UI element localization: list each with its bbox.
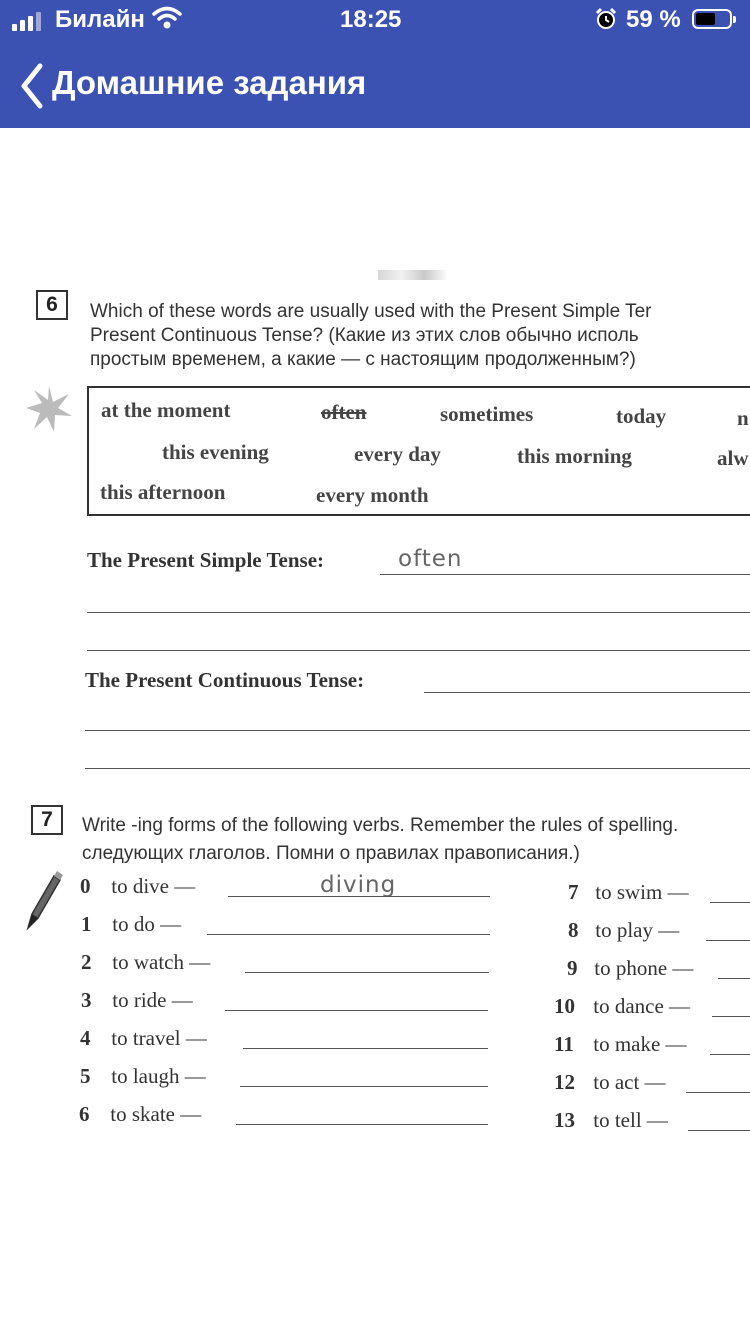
cellular-signal-icon bbox=[12, 12, 41, 31]
list-item: 1 to do — bbox=[81, 912, 182, 936]
answer-line bbox=[236, 1124, 488, 1125]
verb-answer: diving bbox=[320, 872, 397, 898]
answer-line bbox=[380, 574, 750, 575]
answer-line bbox=[424, 692, 750, 693]
answer-line bbox=[85, 768, 750, 769]
present-continuous-label: The Present Continuous Tense: bbox=[85, 668, 365, 692]
present-simple-answer: often bbox=[398, 546, 463, 572]
page-title: Домашние задания bbox=[52, 64, 367, 101]
scan-smudge bbox=[378, 270, 448, 280]
list-item: 7 to swim — bbox=[568, 880, 689, 904]
answer-line bbox=[85, 730, 750, 731]
word-item: today bbox=[616, 404, 667, 428]
word-item: this evening bbox=[162, 440, 269, 464]
wifi-icon bbox=[152, 6, 182, 37]
list-item: 11 to make — bbox=[554, 1032, 687, 1056]
answer-line bbox=[710, 1054, 750, 1055]
word-item: sometimes bbox=[440, 402, 534, 426]
homework-image bbox=[0, 128, 750, 1334]
answer-line bbox=[87, 612, 750, 613]
word-box bbox=[87, 386, 750, 516]
word-item: this afternoon bbox=[100, 480, 226, 504]
app-header bbox=[0, 0, 750, 128]
exercise-7-instruction-line-2: следующих глаголов. Помни о правилах правописания.) bbox=[82, 843, 580, 864]
present-simple-label: The Present Simple Tense: bbox=[87, 548, 325, 572]
back-button[interactable] bbox=[16, 60, 46, 112]
list-item: 8 to play — bbox=[568, 918, 680, 942]
answer-line bbox=[712, 1016, 750, 1017]
status-time: 18:25 bbox=[340, 6, 402, 33]
carrier-name: Билайн bbox=[55, 6, 145, 33]
status-bar bbox=[0, 0, 750, 40]
list-item: 10 to dance — bbox=[554, 994, 691, 1018]
list-item: 6 to skate — bbox=[79, 1102, 202, 1126]
exercise-6-instruction-line-2: Present Continuous Tense? (Какие из этих слов обычно исполь bbox=[90, 325, 639, 346]
list-item: 0 to dive — bbox=[80, 874, 196, 898]
exercise-6-instruction-line-1: Which of these words are usually used with the Present Simple Ter bbox=[90, 301, 652, 322]
star-icon bbox=[24, 384, 74, 434]
answer-line bbox=[688, 1130, 750, 1131]
alarm-icon bbox=[594, 7, 618, 38]
exercise-7-instruction-line-1: Write -ing forms of the following verbs. Remember the rules of spelling. bbox=[82, 815, 679, 836]
answer-line bbox=[243, 1048, 488, 1049]
exercise-6-instruction-line-3: простым временем, а какие — с настоящим продолженным?) bbox=[90, 349, 636, 370]
word-item: this morning bbox=[517, 444, 632, 468]
word-item: every day bbox=[354, 442, 441, 466]
nav-bar bbox=[0, 56, 750, 116]
list-item: 5 to laugh — bbox=[80, 1064, 206, 1088]
answer-line bbox=[706, 940, 750, 941]
chevron-left-icon bbox=[16, 60, 46, 112]
list-item: 4 to travel — bbox=[80, 1026, 207, 1050]
answer-line bbox=[207, 934, 490, 935]
answer-line bbox=[87, 650, 750, 651]
word-item: every month bbox=[316, 483, 429, 507]
answer-line bbox=[686, 1092, 750, 1093]
battery-icon bbox=[692, 9, 732, 29]
answer-line bbox=[240, 1086, 488, 1087]
word-item: alw bbox=[717, 446, 749, 470]
word-item-crossed: often bbox=[321, 400, 367, 424]
word-item: n bbox=[737, 406, 749, 430]
answer-line bbox=[228, 896, 490, 897]
list-item: 13 to tell — bbox=[554, 1108, 668, 1132]
battery-percent: 59 % bbox=[626, 6, 681, 33]
answer-line bbox=[718, 978, 750, 979]
word-item: at the moment bbox=[101, 398, 231, 422]
answer-line bbox=[225, 1010, 488, 1011]
list-item: 9 to phone — bbox=[567, 956, 694, 980]
answer-line bbox=[710, 902, 750, 903]
exercise-7-number: 7 bbox=[31, 805, 63, 835]
pencil-icon bbox=[24, 870, 64, 932]
list-item: 2 to watch — bbox=[81, 950, 211, 974]
exercise-6-number: 6 bbox=[36, 290, 68, 320]
answer-line bbox=[245, 972, 489, 973]
list-item: 12 to act — bbox=[554, 1070, 666, 1094]
list-item: 3 to ride — bbox=[81, 988, 193, 1012]
